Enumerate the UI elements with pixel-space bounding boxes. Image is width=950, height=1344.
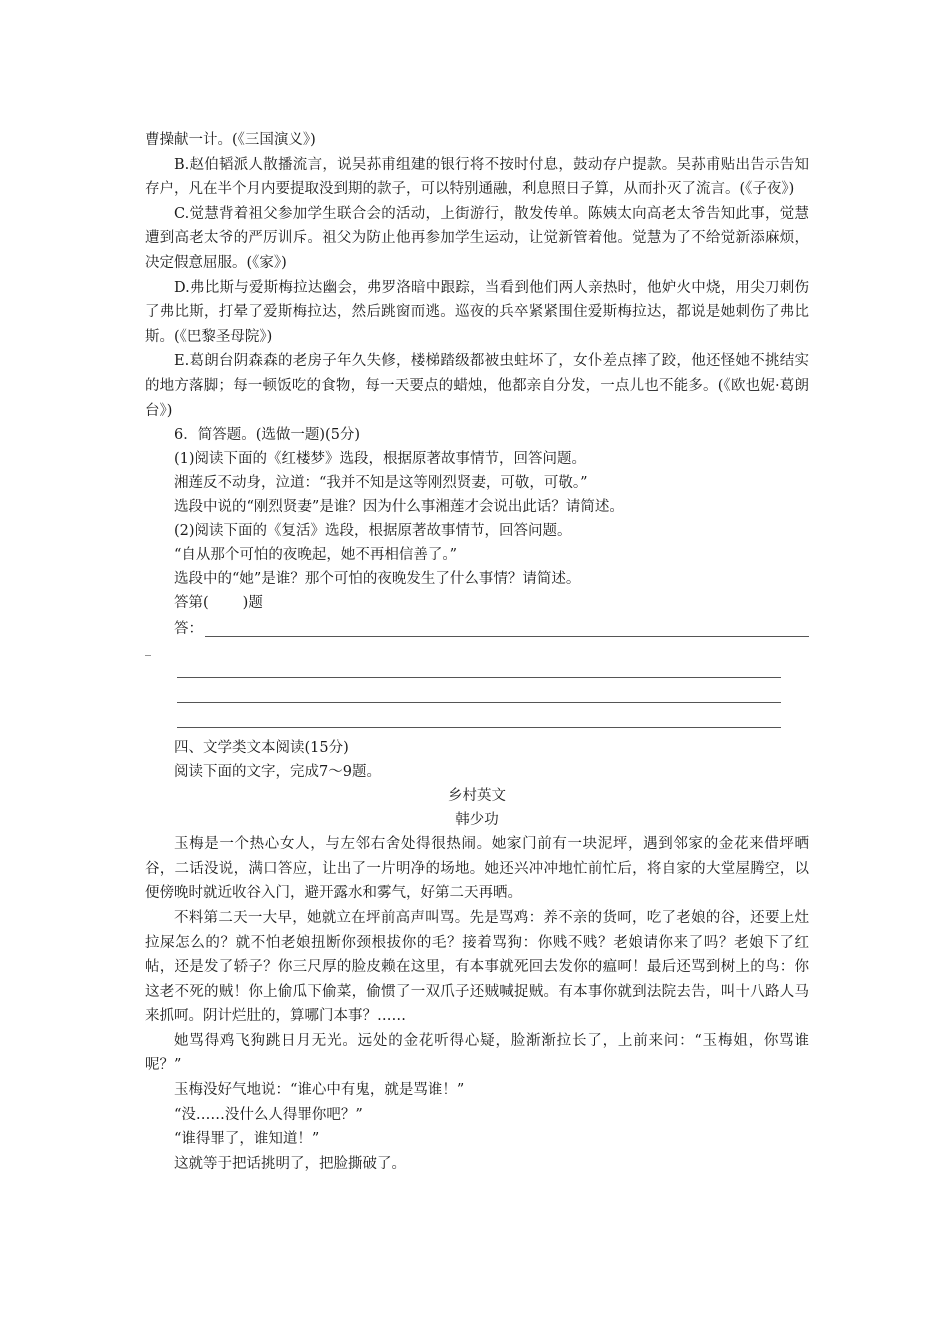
paragraph-continuation: 曹操献一计。(《三国演义》) xyxy=(145,132,316,148)
document-page xyxy=(145,128,809,1176)
article-paragraph: 她骂得鸡飞狗跳日月无光。远处的金花听得心疑，脸渐渐拉长了，上前来问：“玉梅姐，你骂谁呢？” xyxy=(145,1032,809,1074)
section-4-heading: 四、文学类文本阅读(15分) xyxy=(174,740,349,757)
q6-part2-quote: “自从那个可怕的夜晚起，她不再相信善了。” xyxy=(174,547,458,564)
article-paragraph: 这就等于把话挑明了，把脸撕破了。 xyxy=(174,1155,406,1172)
q6-part2-question: 选段中的“她”是谁？那个可怕的夜晚发生了什么事情？请简述。 xyxy=(174,571,581,588)
article-title: 乡村英文 xyxy=(448,788,506,805)
answer-dash: _ xyxy=(145,642,151,657)
q6-part1-instruction: (1)阅读下面的《红楼梦》选段，根据原著故事情节，回答问题。 xyxy=(174,451,587,468)
answer-choice-prefix: 答第( xyxy=(174,595,209,612)
answer-line[interactable] xyxy=(145,615,809,641)
section-4-instruction: 阅读下面的文字，完成7～9题。 xyxy=(174,764,381,781)
answer-choice-suffix: )题 xyxy=(242,595,263,612)
article-paragraph: “谁得罪了，谁知道！” xyxy=(174,1131,320,1148)
article-paragraph: 玉梅是一个热心女人，与左邻右舍处得很热闹。她家门前有一块泥坪，遇到邻家的金花来借坪晒谷，二话没说，满口答应，让出了一片明净的场地。她还兴冲冲地忙前忙后，将自家的大堂屋腾空，以便傍晚时就近收谷入门，避开露水和雾气，好第二天再晒。 xyxy=(145,836,809,902)
option-d: D.弗比斯与爱斯梅拉达幽会，弗罗洛暗中跟踪，当看到他们两人亲热时，他妒火中烧，用尖刀刺伤了弗比斯，打晕了爱斯梅拉达，然后跳窗而逃。巡夜的兵卒紧紧围住爱斯梅拉达，都说是她刺伤了弗比斯。(《巴黎圣母院》) xyxy=(145,279,809,345)
article-paragraph: “没……没什么人得罪你吧？” xyxy=(174,1106,363,1123)
article-author: 韩少功 xyxy=(455,812,499,829)
q6-part2-instruction: (2)阅读下面的《复活》选段，根据原著故事情节，回答问题。 xyxy=(174,523,572,540)
article-paragraph: 玉梅没好气地说：“谁心中有鬼，就是骂谁！” xyxy=(174,1082,465,1099)
option-c: C.觉慧背着祖父参加学生联合会的活动，上街游行，散发传单。陈姨太向高老太爷告知此事，觉慧遭到高老太爷的严厉训斥。祖父为防止他再参加学生运动，让觉新管着他。觉慧为了不给觉新添麻烦，决定假意屈服。(《家》) xyxy=(145,205,809,271)
q6-part1-question: 选段中说的“刚烈贤妻”是谁？因为什么事湘莲才会说出此话？请简述。 xyxy=(174,499,624,516)
question-6-title: 6．简答题。(选做一题)(5分) xyxy=(174,427,361,444)
article-paragraph: 不料第二天一大早，她就立在坪前高声叫骂。先是骂鸡：养不亲的货呵，吃了老娘的谷，还要上灶拉屎怎么的？就不怕老娘扭断你颈根拔你的毛？接着骂狗：你贱不贱？老娘请你来了吗？老娘下了红帖，还是发了轿子？你三尺厚的脸皮赖在这里，有本事就死回去发你的瘟呵！最后还骂到树上的鸟：你这老不死的贼！你上偷瓜下偷菜，偷惯了一双爪子还贼喊捉贼。有本事你就到法院去告，叫十八路人马来抓呵。阴计烂肚的，算哪门本事？…… xyxy=(145,909,809,1025)
answer-underline xyxy=(205,636,809,637)
option-e: E.葛朗台阴森森的老房子年久失修，楼梯踏级都被虫蛀坏了，女仆差点摔了跤，他还怪她不挑结实的地方落脚；每一顿饭吃的食物，每一天要点的蜡烛，他都亲自分发，一点儿也不能多。(《欧也妮·葛朗台》) xyxy=(145,353,809,419)
answer-label: 答： xyxy=(174,620,203,637)
answer-choice-line xyxy=(145,591,809,615)
q6-part1-quote: 湘莲反不动身，泣道：“我并不知是这等刚烈贤妻，可敬，可敬。” xyxy=(174,475,588,492)
option-b: B.赵伯韬派人散播流言，说吴荪甫组建的银行将不按时付息，鼓动存户提款。吴荪甫贴出告示告知存户，凡在半个月内要提取没到期的款子，可以特别通融，利息照日子算，从而扑灭了流言。(《子夜》) xyxy=(145,156,809,198)
